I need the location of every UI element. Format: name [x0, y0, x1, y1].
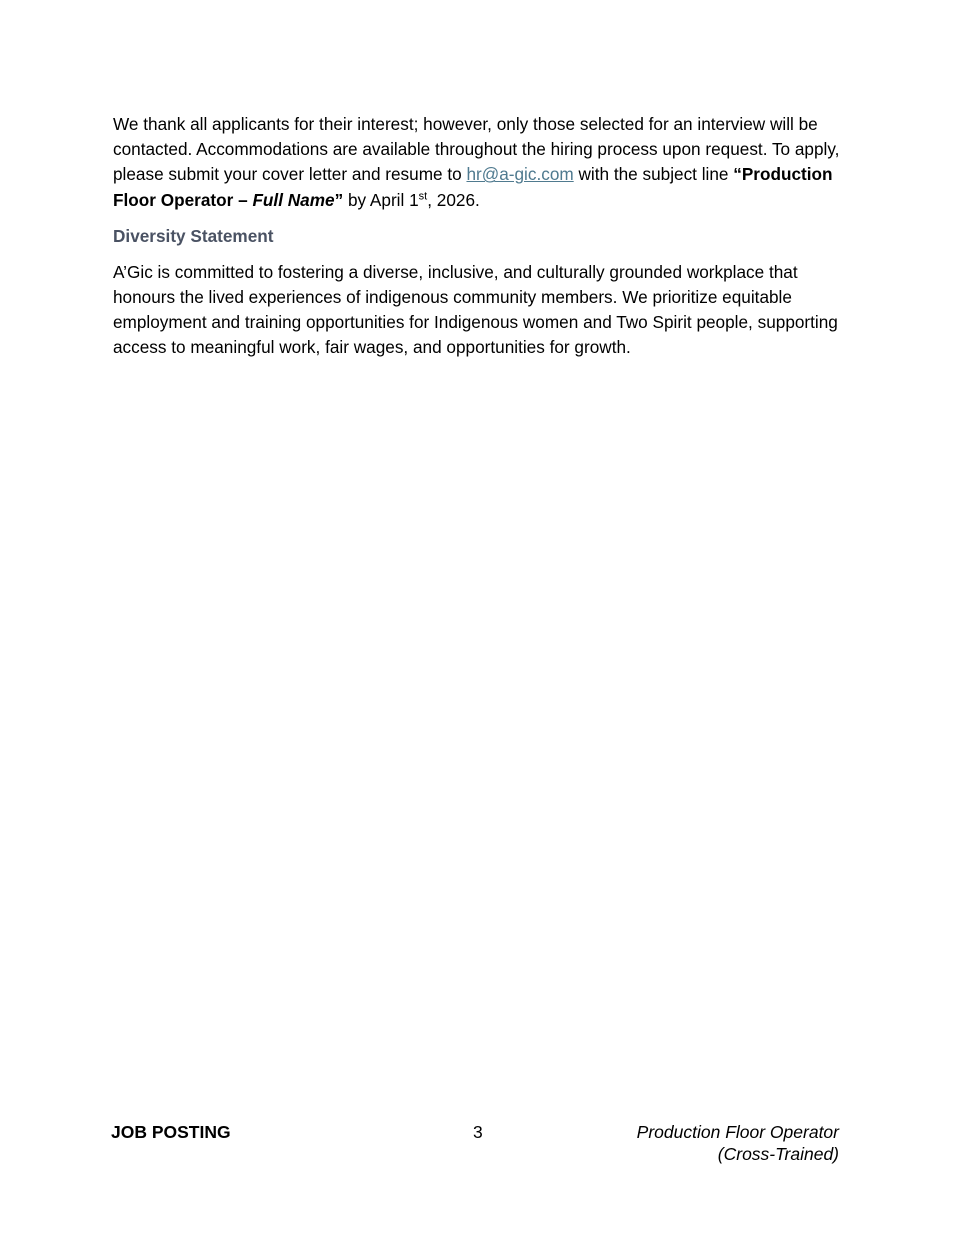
diversity-heading: Diversity Statement — [113, 225, 274, 246]
page-number: 3 — [473, 1122, 483, 1142]
deadline-ordinal: st — [418, 189, 428, 202]
footer-job-title — [637, 1121, 839, 1165]
footer-doc-type: JOB POSTING — [111, 1122, 231, 1142]
deadline-suffix: , 2026. — [427, 189, 480, 210]
subject-line-full-name: Full Name — [252, 189, 335, 210]
email-link[interactable]: hr@a-gic.com — [466, 164, 574, 185]
subject-line-bold: Production Floor Operator – — [113, 164, 833, 210]
deadline-prefix: by April 1 — [343, 189, 419, 210]
footer-title-line2: (Cross-Trained) — [717, 1144, 839, 1164]
subject-close-quote: ” — [334, 189, 344, 210]
subject-open-quote: “ — [733, 164, 742, 185]
diversity-statement: A’Gic is committed to fostering a diverse, inclusive, and culturally grounded workplace that honours the lived experiences of indigenous community members. We prioritize equitable employment and training opportunities for Indigenous women and Two Spirit people, supporting access to meaningful work, fair wages, and opportunities for growth. — [113, 261, 838, 358]
document-body — [113, 112, 848, 361]
intro-text: We thank all applicants for their interest; however, only those selected for an interview will be contacted. Accommodations are available throughout the hiring process upon request. To apply, please submit your cover letter and resume to — [113, 114, 840, 185]
footer-title-line1: Production Floor Operator — [636, 1122, 839, 1142]
intro-text-after-link: with the subject line — [573, 164, 734, 185]
application-instructions — [113, 112, 848, 213]
